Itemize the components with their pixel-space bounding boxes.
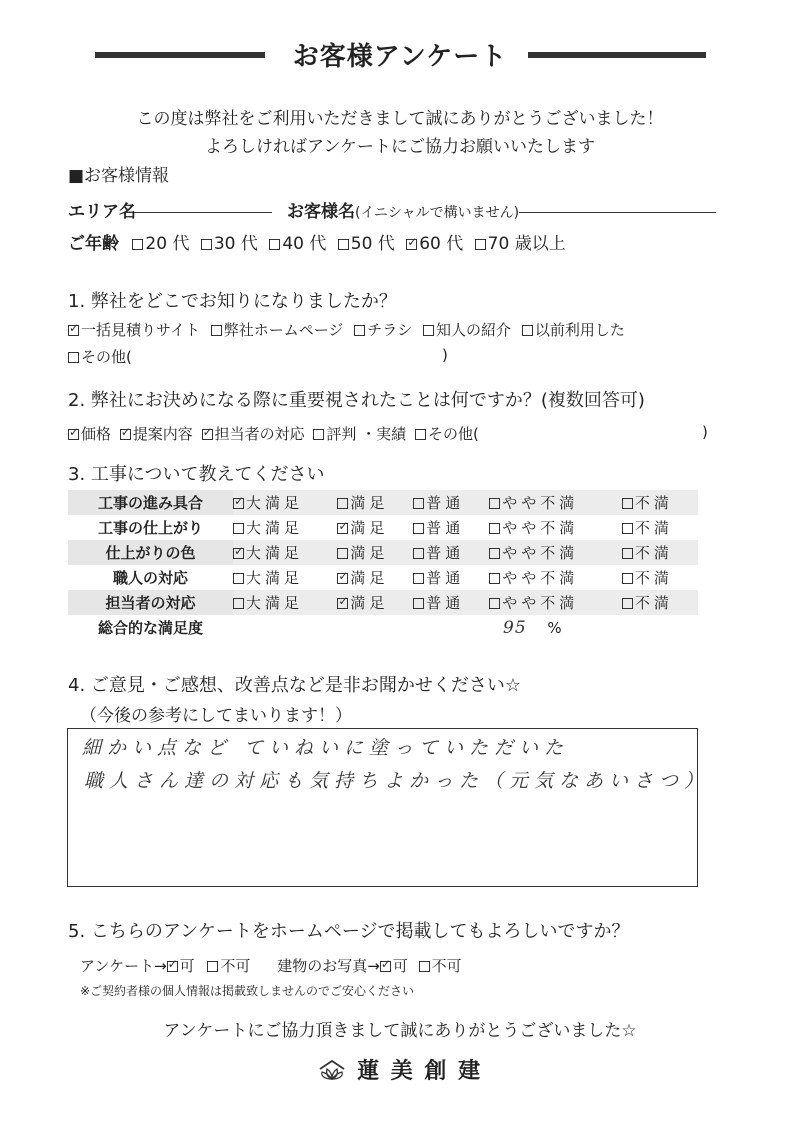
footer-thanks: アンケートにご協力頂きまして誠にありがとうございました☆: [163, 1021, 637, 1041]
checkbox-icon[interactable]: [413, 523, 424, 534]
q2-other-close: ): [702, 423, 708, 441]
checkbox-checked-icon[interactable]: [68, 325, 79, 336]
checkbox-checked-icon[interactable]: [167, 961, 178, 972]
row-label: 工事の仕上がり: [97, 519, 203, 537]
company-logo: [318, 1054, 482, 1085]
rating-option[interactable]: 普通: [413, 540, 489, 565]
checkbox-icon[interactable]: [313, 429, 324, 440]
rating-option[interactable]: 不満: [622, 490, 698, 515]
rating-option[interactable]: やや不満: [489, 590, 622, 615]
q2-option[interactable]: ✓ 担当者の対応: [202, 425, 305, 443]
photo-label: 建物のお写真→: [277, 957, 380, 975]
row-label: 工事の進み具合: [68, 490, 233, 515]
row-label: 担当者の対応: [68, 590, 233, 615]
checkbox-icon[interactable]: [423, 325, 434, 336]
table-row: [68, 490, 698, 515]
page-title: お客様アンケート: [292, 42, 508, 72]
checkbox-icon[interactable]: [68, 352, 79, 363]
rating-option[interactable]: 大満足: [233, 590, 337, 615]
company-name: 蓮 美 創 建: [357, 1059, 483, 1084]
q1-other[interactable]: その他(: [68, 346, 132, 367]
table-row: [68, 565, 698, 590]
table-row: [68, 515, 698, 540]
checkbox-icon[interactable]: [338, 239, 349, 250]
checkbox-icon[interactable]: [201, 239, 212, 250]
checkbox-icon[interactable]: [489, 548, 500, 559]
rating-option[interactable]: やや不満: [489, 515, 622, 540]
age-option[interactable]: ✓ 60 代: [406, 234, 463, 254]
area-field[interactable]: [134, 212, 272, 213]
checkbox-icon[interactable]: [233, 573, 244, 584]
customer-heading: ■お客様情報: [68, 166, 170, 186]
age-option[interactable]: 50 代: [338, 234, 395, 254]
checkbox-icon[interactable]: [269, 239, 280, 250]
satisfaction-table: [68, 490, 698, 640]
customer-name-field[interactable]: [519, 212, 716, 213]
area-label: エリア名: [68, 202, 136, 222]
survey-label: アンケート→: [80, 957, 167, 975]
checkbox-checked-icon[interactable]: [202, 429, 213, 440]
checkbox-checked-icon[interactable]: [406, 239, 417, 250]
rating-option[interactable]: ✓ 満足: [337, 515, 413, 540]
checkbox-checked-icon[interactable]: [337, 523, 348, 534]
checkbox-icon[interactable]: [622, 498, 633, 509]
checkbox-icon[interactable]: [522, 325, 533, 336]
table-row: [68, 540, 698, 565]
checkbox-icon[interactable]: [489, 498, 500, 509]
rating-option[interactable]: 不満: [622, 590, 698, 615]
q2-option[interactable]: ✓ 提案内容: [120, 425, 193, 443]
intro-line-1: この度は弊社をご利用いただきまして誠にありがとうございました！: [136, 109, 664, 129]
photo-yes-option[interactable]: ✓ 可: [380, 957, 408, 975]
q1-option[interactable]: 以前利用した: [522, 321, 625, 339]
rating-option[interactable]: 不満: [622, 540, 698, 565]
rating-option[interactable]: 不満: [622, 565, 698, 590]
row-label: 職人の対応: [112, 569, 188, 587]
rating-option[interactable]: 大満足: [233, 565, 337, 590]
q5-answers: [80, 955, 462, 976]
checkbox-icon[interactable]: [337, 548, 348, 559]
checkbox-checked-icon[interactable]: [233, 548, 244, 559]
checkbox-checked-icon[interactable]: [337, 598, 348, 609]
rating-option[interactable]: 満足: [337, 540, 413, 565]
q4-subtitle: （今後の参考にしてまいります！）: [80, 706, 352, 726]
q1-option[interactable]: ✓一括見積りサイト: [68, 321, 200, 339]
rating-option[interactable]: 普通: [413, 565, 489, 590]
photo-no-option[interactable]: 不可: [419, 957, 462, 975]
rating-option[interactable]: やや不満: [489, 490, 622, 515]
checkbox-checked-icon[interactable]: [68, 429, 79, 440]
checkbox-icon[interactable]: [337, 498, 348, 509]
rating-option[interactable]: ✓ 大満足: [233, 490, 337, 515]
checkbox-icon[interactable]: [489, 598, 500, 609]
overall-unit: %: [547, 618, 562, 637]
checkbox-icon[interactable]: [622, 523, 633, 534]
q1-option[interactable]: チラシ: [354, 321, 412, 339]
checkbox-icon[interactable]: [413, 498, 424, 509]
checkbox-icon[interactable]: [489, 573, 500, 584]
table-row: [68, 615, 698, 640]
age-option[interactable]: 70 歳以上: [475, 234, 566, 254]
rating-option[interactable]: やや不満: [489, 540, 622, 565]
q2-title: 2. 弊社にお決めになる際に重要視されたことは何ですか？(複数回答可): [68, 390, 645, 411]
q2-option[interactable]: その他(: [415, 425, 479, 443]
checkbox-icon[interactable]: [489, 523, 500, 534]
q1-other-close: ): [442, 346, 448, 364]
q1-option[interactable]: 弊社ホームページ: [211, 321, 344, 339]
q2-option[interactable]: ✓価格: [68, 425, 111, 443]
rating-option[interactable]: ✓ 満足: [337, 565, 413, 590]
overall-label: 総合的な満足度: [97, 619, 203, 637]
checkbox-icon[interactable]: [475, 239, 486, 250]
checkbox-icon[interactable]: [622, 598, 633, 609]
checkbox-icon[interactable]: [132, 239, 143, 250]
row-label: 仕上がりの色: [68, 540, 233, 565]
privacy-note: ※ご契約者様の個人情報は掲載致しませんのでご安心ください: [80, 984, 415, 998]
q2-option[interactable]: 評判 ・実績: [313, 425, 406, 443]
rating-option[interactable]: 普通: [413, 590, 489, 615]
intro-line-2: よろしければアンケートにご協力お願いいたします: [205, 137, 595, 157]
age-label: ご年齢: [68, 234, 119, 254]
checkbox-icon[interactable]: [622, 548, 633, 559]
lotus-house-icon: [318, 1058, 346, 1082]
age-option[interactable]: 30 代: [201, 234, 258, 254]
checkbox-icon[interactable]: [211, 325, 222, 336]
table-row: [68, 590, 698, 615]
customer-name-label: お客様名(イニシャルで構いません): [287, 202, 520, 222]
q4-title: 4. ご意見・ご感想、改善点など是非お聞かせください☆: [68, 675, 522, 696]
q3-title: 3. 工事について教えてください: [68, 464, 325, 485]
checkbox-checked-icon[interactable]: [380, 961, 391, 972]
rating-option[interactable]: ✓ 大満足: [233, 540, 337, 565]
rating-option[interactable]: 満足: [337, 490, 413, 515]
comment-line-1: 細かい点など ていねいに塗っていただいた: [82, 737, 570, 759]
checkbox-checked-icon[interactable]: [233, 498, 244, 509]
overall-cell[interactable]: [233, 615, 698, 640]
checkbox-icon[interactable]: [233, 523, 244, 534]
checkbox-icon[interactable]: [354, 325, 365, 336]
rating-option[interactable]: ✓ 満足: [337, 590, 413, 615]
q5-title: 5. こちらのアンケートをホームページで掲載してもよろしいですか？: [68, 921, 630, 942]
comment-line-2: 職人さん達の対応も気持ちよかった（元気なあいさつ）: [84, 770, 710, 792]
q1-options: [68, 319, 625, 340]
rating-option[interactable]: やや不満: [489, 565, 622, 590]
rating-option[interactable]: 普通: [413, 490, 489, 515]
checkbox-icon[interactable]: [415, 429, 426, 440]
checkbox-icon[interactable]: [413, 598, 424, 609]
checkbox-checked-icon[interactable]: [120, 429, 131, 440]
age-row: [68, 229, 566, 254]
checkbox-icon[interactable]: [207, 961, 218, 972]
q2-options: [68, 423, 479, 444]
survey-no-option[interactable]: 不可: [207, 957, 250, 975]
checkbox-icon[interactable]: [413, 573, 424, 584]
checkbox-icon[interactable]: [413, 548, 424, 559]
survey-yes-option[interactable]: ✓ 可: [167, 957, 195, 975]
checkbox-icon[interactable]: [233, 598, 244, 609]
rating-option[interactable]: 普通: [413, 515, 489, 540]
checkbox-icon[interactable]: [622, 573, 633, 584]
age-option[interactable]: 40 代: [269, 234, 326, 254]
overall-value: 95: [503, 617, 527, 638]
age-option[interactable]: 20 代: [132, 234, 189, 254]
checkbox-checked-icon[interactable]: [337, 573, 348, 584]
rating-option[interactable]: 大満足: [233, 515, 337, 540]
q1-option[interactable]: 知人の紹介: [423, 321, 511, 339]
q1-title: 1. 弊社をどこでお知りになりましたか？: [68, 291, 397, 312]
rating-option[interactable]: 不満: [622, 515, 698, 540]
checkbox-icon[interactable]: [419, 961, 430, 972]
